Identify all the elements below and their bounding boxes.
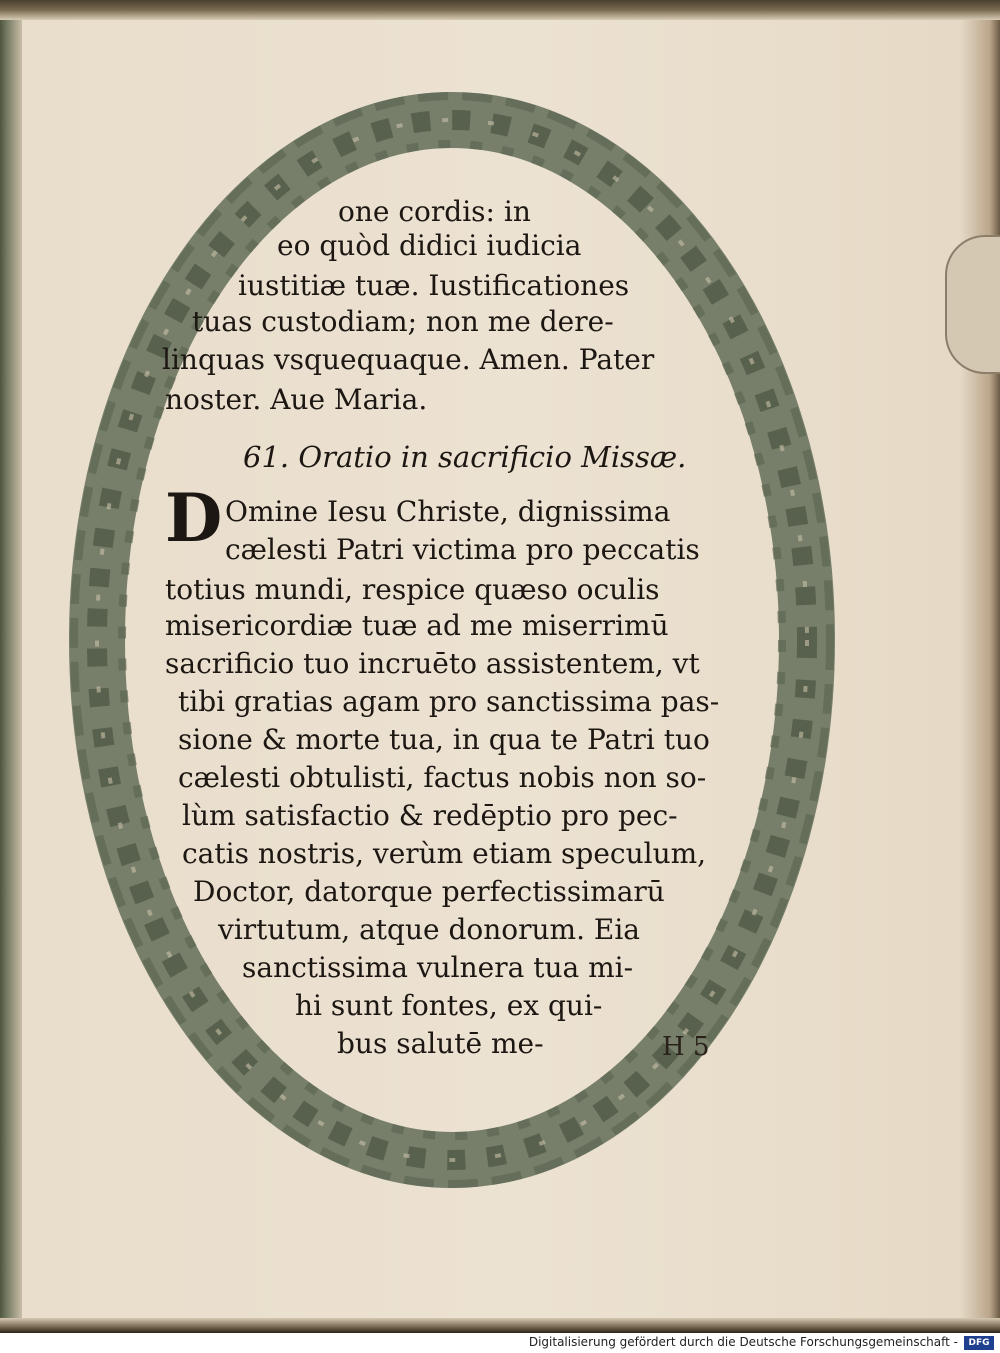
body-line-1: Omine Iesu Christe, dignissima — [225, 495, 671, 528]
body-line-3: totius mundi, respice quæso oculis — [165, 573, 660, 606]
text-line-3: iustitiæ tuæ. Iustificationes — [238, 269, 630, 302]
body-line-7: sione & morte tua, in qua te Patri tuo — [178, 723, 710, 756]
signature-mark: H 5 — [662, 1032, 710, 1062]
dfg-logo: DFG — [964, 1336, 994, 1350]
body-line-2: cælesti Patri victima pro peccatis — [225, 533, 700, 566]
body-line-15: bus salutē me- — [337, 1027, 544, 1060]
body-line-10: catis nostris, verùm etiam speculum, — [182, 837, 707, 870]
text-line-6: noster. Aue Maria. — [165, 383, 428, 416]
text-line-4: tuas custodiam; non me dere- — [192, 305, 614, 338]
footer-credit-text: Digitalisierung gefördert durch die Deutsche Forschungsgemeinschaft - — [528, 1335, 958, 1349]
body-line-4: misericordiæ tuæ ad me miserrimū — [165, 609, 669, 642]
body-line-5: sacrificio tuo incruēto assistentem, vt — [165, 647, 700, 680]
drop-cap: D — [165, 479, 223, 557]
text-line-5: linquas vsquequaque. Amen. Pater — [162, 343, 655, 376]
body-line-8: cælesti obtulisti, factus nobis non so- — [178, 761, 707, 794]
body-line-9: lùm satisfactio & redēptio pro pec- — [182, 799, 678, 832]
prayer-heading: 61. Oratio in sacrificio Missæ. — [243, 440, 687, 474]
page-bottom-edge — [0, 1318, 1000, 1333]
body-line-13: sanctissima vulnera tua mi- — [242, 951, 634, 984]
body-line-14: hi sunt fontes, ex qui- — [295, 989, 603, 1022]
body-line-6: tibi gratias agam pro sanctissima pas- — [178, 685, 720, 718]
text-line-1: one cordis: in — [338, 195, 531, 228]
body-line-11: Doctor, datorque perfectissimarū — [193, 875, 665, 908]
text-line-2: eo quòd didici iudicia — [277, 229, 582, 262]
digitization-footer — [0, 1333, 1000, 1353]
body-line-12: virtutum, atque donorum. Eia — [218, 913, 640, 946]
